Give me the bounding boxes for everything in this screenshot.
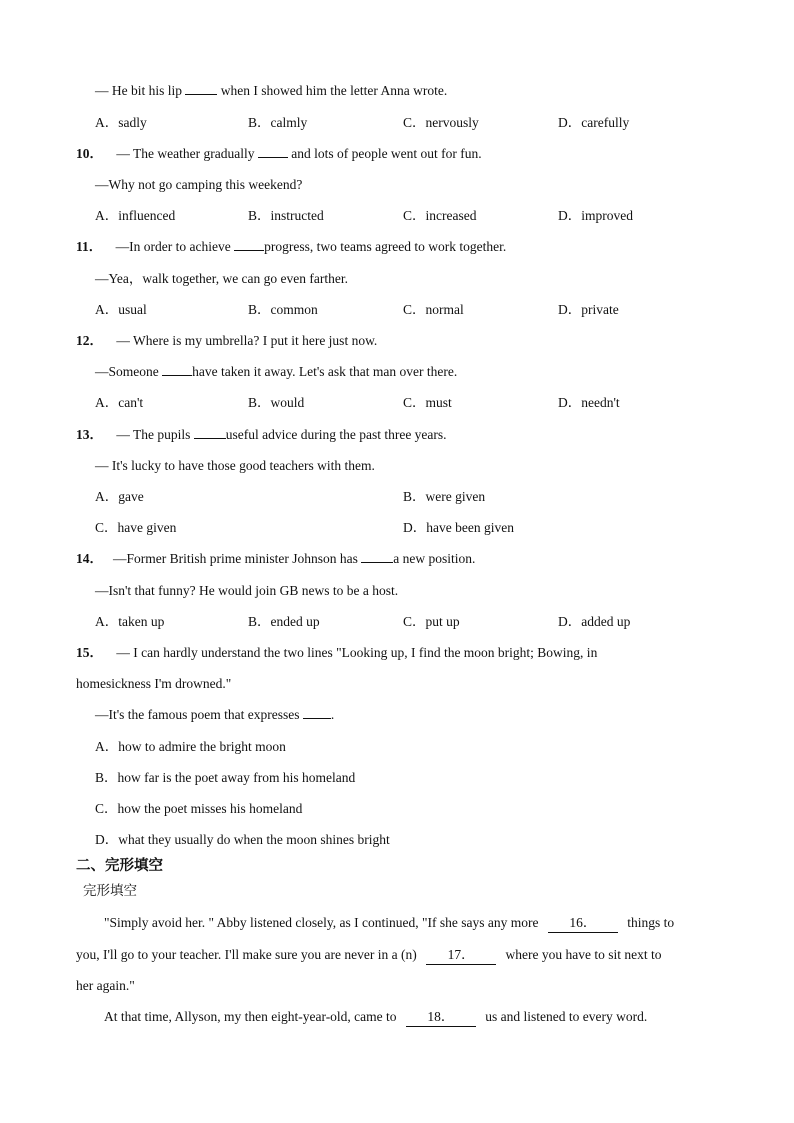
q11-number: 11． — [76, 239, 103, 254]
q10-blank — [258, 145, 288, 158]
q10-stem — [76, 145, 482, 163]
q12-option-a[interactable]: A．can't — [95, 395, 144, 410]
q11-option-b[interactable]: B．common — [248, 302, 318, 317]
blank-16[interactable]: 16． — [548, 914, 618, 933]
q15-option-a[interactable]: A．how to admire the bright moon — [95, 739, 286, 754]
q12-option-b[interactable]: B．would — [248, 395, 305, 410]
q10-text-b: and lots of people went out for fun. — [291, 146, 482, 161]
q13-number: 13． — [76, 427, 103, 442]
q12-option-c[interactable]: C．must — [403, 395, 452, 410]
blank-17[interactable]: 17． — [426, 946, 496, 965]
q9-text-a: — He bit his lip — [95, 83, 182, 98]
q12-response-a: —Someone — [95, 364, 159, 379]
q14-blank — [361, 550, 393, 563]
q13-text-b: useful advice during the past three years. — [225, 427, 447, 442]
q13-blank — [194, 426, 226, 439]
q15-response — [95, 706, 334, 724]
q10-number: 10． — [76, 146, 103, 161]
q15-response-b: . — [330, 707, 335, 722]
q14-number: 14． — [76, 551, 103, 566]
q9-option-a[interactable]: A．sadly — [95, 115, 147, 130]
q13-option-c[interactable]: C．have given — [95, 520, 177, 535]
passage-line-2 — [76, 946, 661, 965]
q15-option-d[interactable]: D．what they usually do when the moon shines bright — [95, 832, 390, 847]
q11-option-a[interactable]: A．usual — [95, 302, 147, 317]
q11-option-c[interactable]: C．normal — [403, 302, 464, 317]
passage-text: where you have to sit next to — [505, 947, 662, 962]
passage-text: us and listened to every word. — [485, 1009, 648, 1024]
q15-text: — I can hardly understand the two lines "Looking up, I find the moon bright; Bowing, in — [116, 645, 598, 660]
q12-blank — [162, 363, 192, 376]
q12-number: 12． — [76, 333, 103, 348]
q10-response: —Why not go camping this weekend? — [95, 177, 303, 192]
q9-text-b: when I showed him the letter Anna wrote. — [220, 83, 448, 98]
q13-response: — It's lucky to have those good teachers with them. — [95, 458, 375, 473]
q14-response: —Isn't that funny? He would join GB news to be a host. — [95, 583, 399, 598]
q11-stem — [76, 238, 506, 256]
q15-stem-continued: homesickness I'm drowned." — [76, 676, 232, 691]
q9-option-b[interactable]: B．calmly — [248, 115, 308, 130]
q11-text-b: progress, two teams agreed to work together. — [264, 239, 507, 254]
q14-option-b[interactable]: B．ended up — [248, 614, 320, 629]
q9-option-d[interactable]: D．carefully — [558, 115, 630, 130]
q13-stem — [76, 426, 447, 444]
q13-option-d[interactable]: D．have been given — [403, 520, 514, 535]
q10-text-a: — The weather gradually — [116, 146, 255, 161]
q14-option-d[interactable]: D．added up — [558, 614, 631, 629]
section-title: 二、完形填空 — [76, 858, 163, 874]
passage-text: At that time, Allyson, my then eight-year-old, came to — [104, 1009, 397, 1024]
passage-text: things to — [627, 915, 675, 930]
q10-option-b[interactable]: B．instructed — [248, 208, 324, 223]
q14-option-a[interactable]: A．taken up — [95, 614, 165, 629]
section-subtitle: 完形填空 — [83, 883, 137, 899]
q15-response-a: —It's the famous poem that expresses — [95, 707, 300, 722]
q15-stem — [76, 644, 597, 662]
blank-18[interactable]: 18． — [406, 1008, 476, 1027]
q11-text-a: —In order to achieve — [115, 239, 231, 254]
q13-option-a[interactable]: A．gave — [95, 489, 144, 504]
q15-number: 15． — [76, 645, 103, 660]
q11-option-d[interactable]: D．private — [558, 302, 619, 317]
q10-option-d[interactable]: D．improved — [558, 208, 633, 223]
q15-blank — [303, 706, 331, 719]
q15-option-c[interactable]: C．how the poet misses his homeland — [95, 801, 303, 816]
q12-text: — Where is my umbrella? I put it here just now. — [116, 333, 378, 348]
q9-blank — [185, 82, 217, 95]
q9-option-c[interactable]: C．nervously — [403, 115, 479, 130]
passage-line-4 — [104, 1008, 647, 1027]
q14-stem — [76, 550, 475, 568]
q13-text-a: — The pupils — [116, 427, 191, 442]
q12-response-b: have taken it away. Let's ask that man over there. — [192, 364, 458, 379]
q15-option-b[interactable]: B．how far is the poet away from his homeland — [95, 770, 356, 785]
q11-blank — [234, 238, 264, 251]
q12-option-d[interactable]: D．needn't — [558, 395, 620, 410]
q10-option-c[interactable]: C．increased — [403, 208, 477, 223]
passage-line-3: her again." — [76, 978, 135, 993]
passage-line-1 — [104, 914, 674, 933]
q12-stem — [76, 332, 377, 350]
q14-option-c[interactable]: C．put up — [403, 614, 460, 629]
q14-text-a: —Former British prime minister Johnson has — [113, 551, 358, 566]
q12-response — [95, 363, 457, 381]
q14-text-b: a new position. — [393, 551, 476, 566]
passage-text: "Simply avoid her. " Abby listened closely, as I continued, "If she says any more — [104, 915, 539, 930]
q11-response: —Yea，walk together, we can go even farther. — [95, 271, 348, 286]
q13-option-b[interactable]: B．were given — [403, 489, 486, 504]
q9-stem — [95, 82, 447, 100]
q10-option-a[interactable]: A．influenced — [95, 208, 176, 223]
passage-text: you, I'll go to your teacher. I'll make sure you are never in a (n) — [76, 947, 417, 962]
